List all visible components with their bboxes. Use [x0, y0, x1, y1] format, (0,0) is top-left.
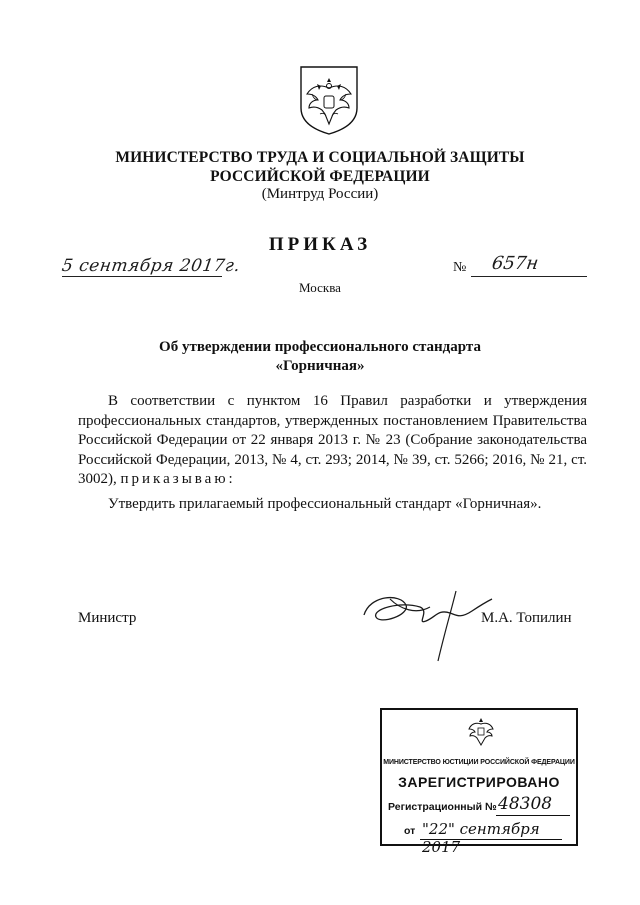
- main-paragraph-text: В соответствии с пунктом 16 Правил разработки и утверждения профессиональных стандартов, утвержденных постановлением Правительства Российской Федерации от 22 января 2013 г. № 23 (Собрание законодательства Российской Федерации, 2013, № 4, ст. 293; 2014, № 39, ст. 5266; 2016, № 21, ст. 3002),: [78, 393, 587, 487]
- stamp-date-underline: [420, 839, 562, 840]
- order-word: приказываю:: [120, 471, 236, 487]
- stamp-reg-underline: [496, 815, 570, 816]
- order-number-sign: №: [453, 260, 467, 275]
- order-number: 657н: [490, 253, 540, 274]
- stamp-reg-label: Регистрационный №: [388, 801, 497, 813]
- resolution-text: Утвердить прилагаемый профессиональный стандарт «Горничная».: [108, 496, 542, 512]
- date-underline: [62, 276, 222, 277]
- signature-image: [360, 585, 500, 665]
- order-body: [78, 392, 587, 490]
- stamp-emblem-icon: [467, 715, 495, 747]
- stamp-registered: ЗАРЕГИСТРИРОВАНО: [398, 774, 560, 790]
- ministry-name-line1: МИНИСТЕРСТВО ТРУДА И СОЦИАЛЬНОЙ ЗАЩИТЫ: [115, 149, 525, 166]
- order-date: 5 сентября 2017г.: [60, 256, 242, 276]
- stamp-ministry: МИНИСТЕРСТВО ЮСТИЦИИ РОССИЙСКОЙ ФЕДЕРАЦИИ: [383, 759, 575, 766]
- signatory-name: М.А. Топилин: [481, 610, 572, 626]
- ministry-name: [0, 148, 640, 186]
- state-emblem-icon: [298, 64, 360, 136]
- subject-line2: «Горничная»: [275, 358, 365, 374]
- order-title: ПРИКАЗ: [268, 234, 372, 255]
- stamp-reg-date: "22" сентября 2017: [422, 820, 540, 856]
- registration-stamp: [380, 708, 578, 856]
- stamp-from-label: от: [404, 825, 416, 837]
- ministry-short-name: (Минтруд России): [261, 186, 379, 202]
- ministry-name-line2: РОССИЙСКОЙ ФЕДЕРАЦИИ: [210, 168, 430, 185]
- subject-line1: Об утверждении профессионального стандарта: [159, 339, 481, 355]
- main-paragraph: [78, 392, 587, 490]
- order-subject: [0, 338, 640, 376]
- number-underline: [471, 276, 587, 277]
- signatory-title: Министр: [78, 610, 137, 626]
- stamp-reg-number: 48308: [498, 794, 553, 814]
- order-city: Москва: [299, 280, 341, 295]
